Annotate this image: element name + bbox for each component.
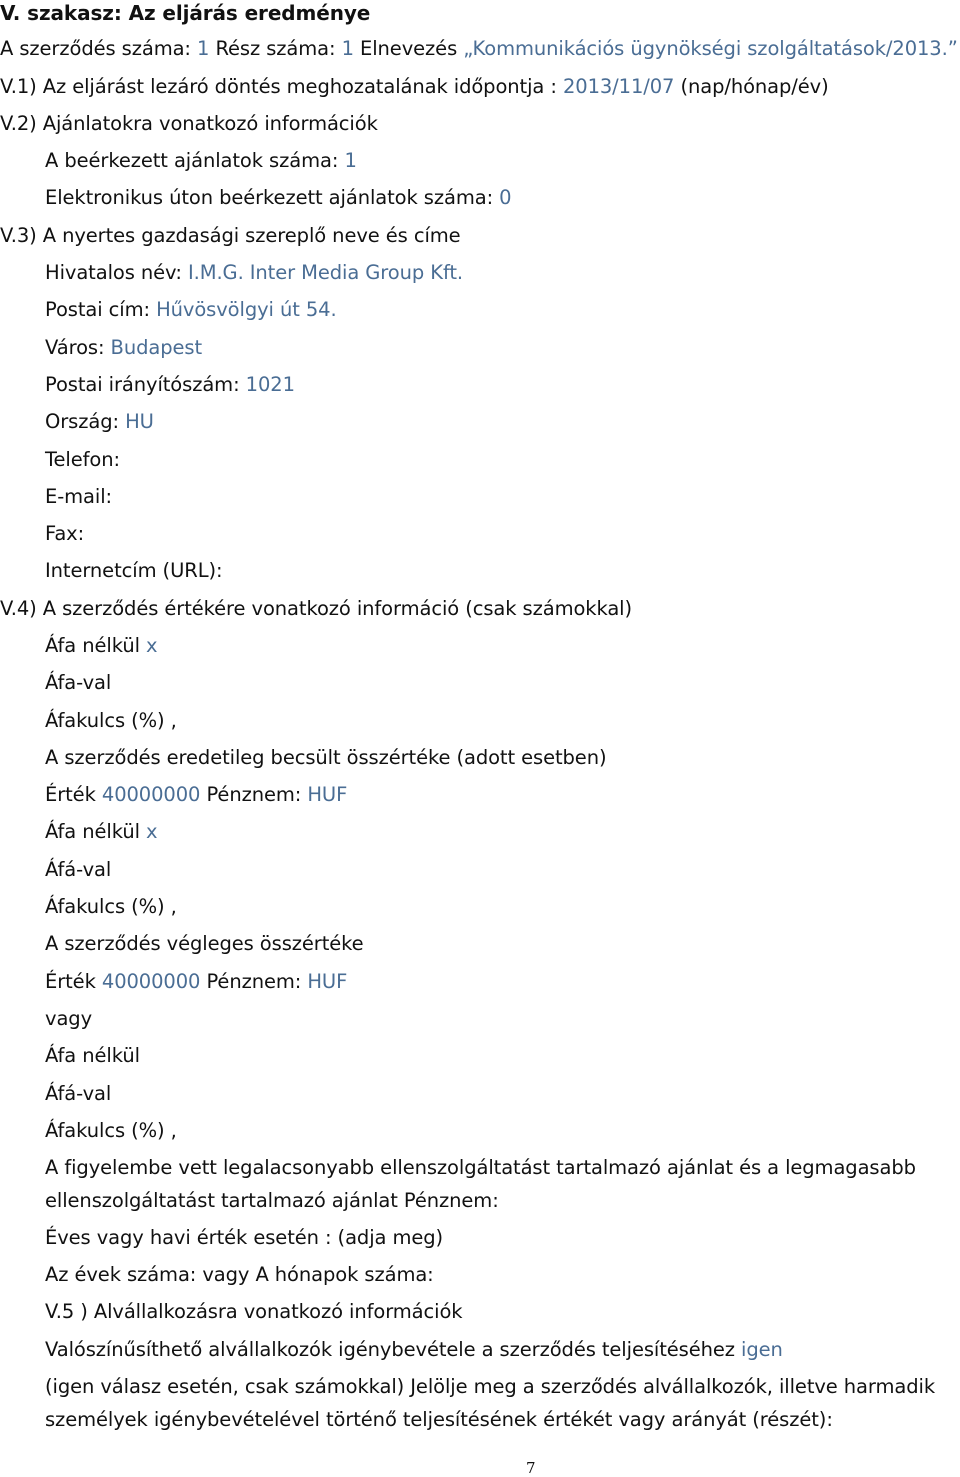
with-vat-1: Áfa-val: [45, 671, 112, 694]
if-yes-line-2: személyek igénybevételével történő teljesítésének értékét vagy arányát (részét):: [45, 1408, 833, 1431]
final-total-label: A szerződés végleges összértéke: [45, 932, 364, 955]
final-value: Érték 40000000 Pénznem: HUF: [45, 970, 348, 993]
years-months: Az évek száma: vagy A hónapok száma:: [45, 1263, 434, 1286]
estimated-total-label: A szerződés eredetileg becsült összértéke (adott esetben): [45, 746, 607, 769]
offers-count: A beérkezett ajánlatok száma: 1: [45, 149, 357, 172]
part-number: 1: [341, 37, 354, 60]
contract-line: A szerződés száma: 1 Rész száma: 1 Elnevezés „Kommunikációs ügynökségi szolgáltatások/2013.”: [0, 37, 958, 60]
no-vat-2: Áfa nélkül x: [45, 820, 158, 843]
phone-label: Telefon:: [45, 448, 120, 471]
contract-name: „Kommunikációs ügynökségi szolgáltatások/2013.”: [463, 37, 958, 60]
v1-decision-date: V.1) Az eljárást lezáró döntés meghozatalának időpontja : 2013/11/07 (nap/hónap/év): [0, 75, 829, 98]
subcontractors-likely: Valószínűsíthető alvállalkozók igénybevétele a szerződés teljesítéséhez igen: [45, 1338, 783, 1361]
no-vat-1: Áfa nélkül x: [45, 634, 158, 657]
decision-date: 2013/11/07: [562, 75, 675, 98]
page-number: 7: [526, 1459, 536, 1477]
v5-title: V.5 ) Alvállalkozásra vonatkozó információk: [45, 1300, 463, 1323]
lowest-highest-line-2: ellenszolgáltatást tartalmazó ajánlat Pénznem:: [45, 1189, 499, 1212]
country: Ország: HU: [45, 410, 154, 433]
v4-title: V.4) A szerződés értékére vonatkozó információ (csak számokkal): [0, 597, 633, 620]
postcode: Postai irányítószám: 1021: [45, 373, 295, 396]
vat-rate-3: Áfakulcs (%) ,: [45, 1119, 177, 1142]
v3-title: V.3) A nyertes gazdasági szereplő neve és címe: [0, 224, 461, 247]
postal-address: Postai cím: Hűvösvölgyi út 54.: [45, 298, 337, 321]
with-vat-3: Áfá-val: [45, 1082, 112, 1105]
v2-title: V.2) Ajánlatokra vonatkozó információk: [0, 112, 378, 135]
estimated-value: Érték 40000000 Pénznem: HUF: [45, 783, 348, 806]
lowest-highest-line-1: A figyelembe vett legalacsonyabb ellenszolgáltatást tartalmazó ajánlat és a legmagasabb: [45, 1156, 916, 1179]
fax-label: Fax:: [45, 522, 85, 545]
vat-rate-2: Áfakulcs (%) ,: [45, 895, 177, 918]
no-vat-3: Áfa nélkül: [45, 1044, 140, 1067]
vat-rate-1: Áfakulcs (%) ,: [45, 709, 177, 732]
section-title: V. szakasz: Az eljárás eredménye: [0, 1, 371, 25]
email-label: E-mail:: [45, 485, 113, 508]
with-vat-2: Áfá-val: [45, 858, 112, 881]
city: Város: Budapest: [45, 336, 202, 359]
contract-number: 1: [197, 37, 210, 60]
url-label: Internetcím (URL):: [45, 559, 223, 582]
electronic-offers-count: Elektronikus úton beérkezett ajánlatok száma: 0: [45, 186, 512, 209]
annual-monthly: Éves vagy havi érték esetén : (adja meg): [45, 1226, 444, 1249]
or-label: vagy: [45, 1007, 93, 1030]
if-yes-line-1: (igen válasz esetén, csak számokkal) Jelölje meg a szerződés alvállalkozók, illetve harmadik: [45, 1375, 936, 1398]
official-name: Hivatalos név: I.M.G. Inter Media Group Kft.: [45, 261, 464, 284]
